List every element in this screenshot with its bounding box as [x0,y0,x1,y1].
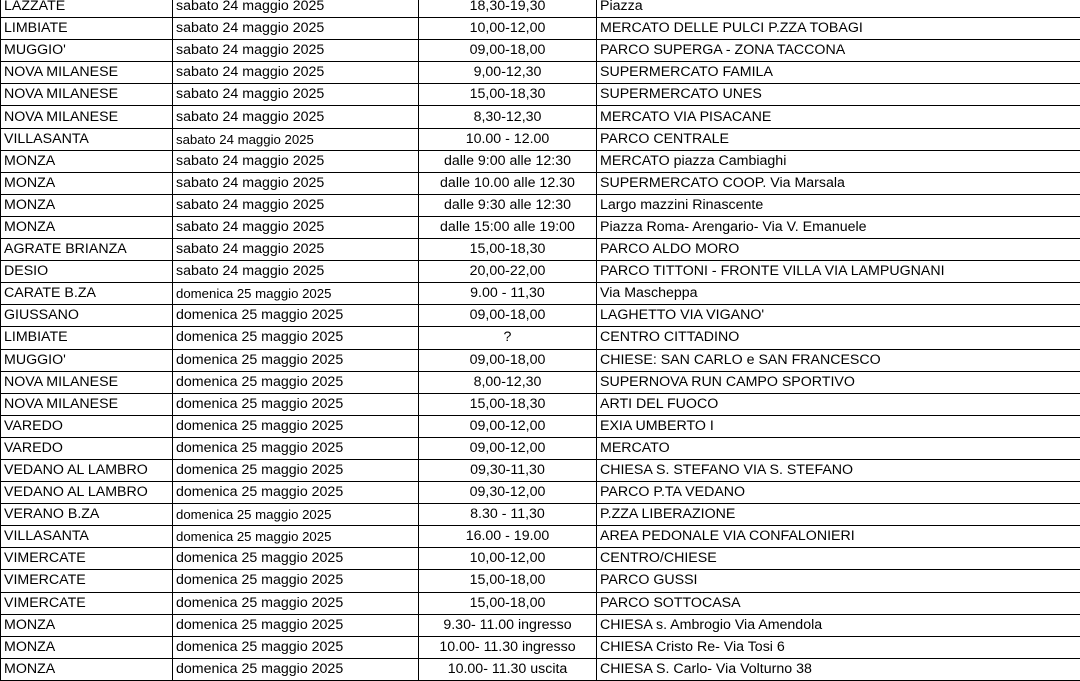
town-cell: VIMERCATE [1,548,173,570]
date-cell: domenica 25 maggio 2025 [173,504,419,526]
time-cell: 09,00-18,00 [419,40,597,62]
date-cell: domenica 25 maggio 2025 [173,526,419,548]
table-row [1,128,1080,150]
town-cell: VILLASANTA [1,128,173,150]
date-cell: domenica 25 maggio 2025 [173,327,419,349]
date-cell: sabato 24 maggio 2025 [173,62,419,84]
town-cell: VILLASANTA [1,526,173,548]
time-cell: 10,00-12,00 [419,548,597,570]
time-cell: ? [419,327,597,349]
time-cell: 09,00-12,00 [419,415,597,437]
date-cell: sabato 24 maggio 2025 [173,106,419,128]
time-cell: 20,00-22,00 [419,261,597,283]
table-row [1,482,1080,504]
place-cell: PARCO ALDO MORO [597,239,1080,261]
town-cell: MONZA [1,194,173,216]
date-cell: domenica 25 maggio 2025 [173,459,419,481]
town-cell: MONZA [1,172,173,194]
table-row [1,84,1080,106]
table-row [1,239,1080,261]
date-cell: sabato 24 maggio 2025 [173,84,419,106]
town-cell: CARATE B.ZA [1,283,173,305]
place-cell: Via Mascheppa [597,283,1080,305]
time-cell: 09,30-11,30 [419,459,597,481]
town-cell: VEDANO AL LAMBRO [1,482,173,504]
place-cell: SUPERNOVA RUN CAMPO SPORTIVO [597,371,1080,393]
time-cell: 9.00 - 11,30 [419,283,597,305]
table-row [1,283,1080,305]
date-cell: domenica 25 maggio 2025 [173,437,419,459]
time-cell: dalle 10.00 alle 12.30 [419,172,597,194]
time-cell: 09,00-18,00 [419,305,597,327]
date-cell: sabato 24 maggio 2025 [173,216,419,238]
date-cell: sabato 24 maggio 2025 [173,128,419,150]
place-cell: PARCO P.TA VEDANO [597,482,1080,504]
date-cell: domenica 25 maggio 2025 [173,482,419,504]
date-cell: domenica 25 maggio 2025 [173,283,419,305]
place-cell: SUPERMERCATO FAMILA [597,62,1080,84]
date-cell: sabato 24 maggio 2025 [173,239,419,261]
town-cell: NOVA MILANESE [1,393,173,415]
table-row [1,18,1080,40]
town-cell: NOVA MILANESE [1,106,173,128]
date-cell: sabato 24 maggio 2025 [173,150,419,172]
table-row [1,216,1080,238]
table-row [1,305,1080,327]
date-cell: domenica 25 maggio 2025 [173,636,419,658]
town-cell: VERANO B.ZA [1,504,173,526]
time-cell: 15,00-18,00 [419,570,597,592]
table-row [1,172,1080,194]
town-cell: DESIO [1,261,173,283]
date-cell: domenica 25 maggio 2025 [173,371,419,393]
place-cell: PARCO TITTONI - FRONTE VILLA VIA LAMPUGNANI [597,261,1080,283]
town-cell: VAREDO [1,437,173,459]
table-row [1,526,1080,548]
time-cell: 16.00 - 19.00 [419,526,597,548]
place-cell: MERCATO DELLE PULCI P.ZZA TOBAGI [597,18,1080,40]
date-cell: domenica 25 maggio 2025 [173,349,419,371]
table-row [1,150,1080,172]
date-cell: domenica 25 maggio 2025 [173,592,419,614]
place-cell: CENTRO CITTADINO [597,327,1080,349]
time-cell: 15,00-18,30 [419,393,597,415]
town-cell: MUGGIO' [1,349,173,371]
place-cell: MERCATO [597,437,1080,459]
table-row [1,658,1080,680]
table-row [1,504,1080,526]
town-cell: MONZA [1,614,173,636]
time-cell: 15,00-18,30 [419,84,597,106]
time-cell: 10.00 - 12.00 [419,128,597,150]
time-cell: 10,00-12,00 [419,18,597,40]
time-cell: 10.00- 11.30 uscita [419,658,597,680]
place-cell: PARCO CENTRALE [597,128,1080,150]
table-row [1,349,1080,371]
place-cell: EXIA UMBERTO I [597,415,1080,437]
date-cell: domenica 25 maggio 2025 [173,548,419,570]
place-cell: SUPERMERCATO COOP. Via Marsala [597,172,1080,194]
town-cell: VIMERCATE [1,592,173,614]
date-cell: domenica 25 maggio 2025 [173,658,419,680]
place-cell: CHIESE: SAN CARLO e SAN FRANCESCO [597,349,1080,371]
time-cell: 09,00-12,00 [419,437,597,459]
table-row [1,40,1080,62]
time-cell: 15,00-18,00 [419,592,597,614]
time-cell: dalle 9:30 alle 12:30 [419,194,597,216]
date-cell: domenica 25 maggio 2025 [173,393,419,415]
time-cell: dalle 9:00 alle 12:30 [419,150,597,172]
table-row [1,393,1080,415]
town-cell: MONZA [1,636,173,658]
table-row [1,636,1080,658]
town-cell: NOVA MILANESE [1,62,173,84]
place-cell: CENTRO/CHIESE [597,548,1080,570]
place-cell: PARCO SOTTOCASA [597,592,1080,614]
place-cell: CHIESA Cristo Re- Via Tosi 6 [597,636,1080,658]
date-cell: sabato 24 maggio 2025 [173,0,419,18]
place-cell: AREA PEDONALE VIA CONFALONIERI [597,526,1080,548]
time-cell: 18,30-19,30 [419,0,597,18]
table-row [1,415,1080,437]
time-cell: 09,30-12,00 [419,482,597,504]
place-cell: CHIESA S. STEFANO VIA S. STEFANO [597,459,1080,481]
table-row [1,261,1080,283]
date-cell: domenica 25 maggio 2025 [173,305,419,327]
town-cell: VIMERCATE [1,570,173,592]
place-cell: ARTI DEL FUOCO [597,393,1080,415]
place-cell: CHIESA S. Carlo- Via Volturno 38 [597,658,1080,680]
town-cell: MONZA [1,658,173,680]
table-row [1,327,1080,349]
place-cell: Piazza Roma- Arengario- Via V. Emanuele [597,216,1080,238]
time-cell: dalle 15:00 alle 19:00 [419,216,597,238]
town-cell: LAZZATE [1,0,173,18]
town-cell: LIMBIATE [1,327,173,349]
time-cell: 9,00-12,30 [419,62,597,84]
town-cell: GIUSSANO [1,305,173,327]
town-cell: VAREDO [1,415,173,437]
date-cell: sabato 24 maggio 2025 [173,261,419,283]
town-cell: MONZA [1,150,173,172]
table-row [1,62,1080,84]
town-cell: AGRATE BRIANZA [1,239,173,261]
place-cell: MERCATO piazza Cambiaghi [597,150,1080,172]
place-cell: CHIESA s. Ambrogio Via Amendola [597,614,1080,636]
place-cell: MERCATO VIA PISACANE [597,106,1080,128]
time-cell: 8,00-12,30 [419,371,597,393]
town-cell: NOVA MILANESE [1,84,173,106]
date-cell: domenica 25 maggio 2025 [173,614,419,636]
town-cell: MUGGIO' [1,40,173,62]
time-cell: 8.30 - 11,30 [419,504,597,526]
table-row [1,614,1080,636]
table-row [1,194,1080,216]
date-cell: sabato 24 maggio 2025 [173,172,419,194]
table-row [1,570,1080,592]
town-cell: VEDANO AL LAMBRO [1,459,173,481]
table-row [1,548,1080,570]
time-cell: 8,30-12,30 [419,106,597,128]
table-row [1,0,1080,18]
date-cell: domenica 25 maggio 2025 [173,570,419,592]
time-cell: 09,00-18,00 [419,349,597,371]
place-cell: Piazza [597,0,1080,18]
town-cell: NOVA MILANESE [1,371,173,393]
town-cell: LIMBIATE [1,18,173,40]
date-cell: sabato 24 maggio 2025 [173,194,419,216]
table-row [1,592,1080,614]
table-row [1,106,1080,128]
time-cell: 9.30- 11.00 ingresso [419,614,597,636]
place-cell: PARCO SUPERGA - ZONA TACCONA [597,40,1080,62]
date-cell: sabato 24 maggio 2025 [173,40,419,62]
table-row [1,459,1080,481]
place-cell: LAGHETTO VIA VIGANO' [597,305,1080,327]
time-cell: 15,00-18,30 [419,239,597,261]
place-cell: PARCO GUSSI [597,570,1080,592]
table-row [1,437,1080,459]
date-cell: sabato 24 maggio 2025 [173,18,419,40]
place-cell: P.ZZA LIBERAZIONE [597,504,1080,526]
place-cell: SUPERMERCATO UNES [597,84,1080,106]
place-cell: Largo mazzini Rinascente [597,194,1080,216]
table-row [1,371,1080,393]
events-table-body [1,0,1080,680]
town-cell: MONZA [1,216,173,238]
time-cell: 10.00- 11.30 ingresso [419,636,597,658]
date-cell: domenica 25 maggio 2025 [173,415,419,437]
